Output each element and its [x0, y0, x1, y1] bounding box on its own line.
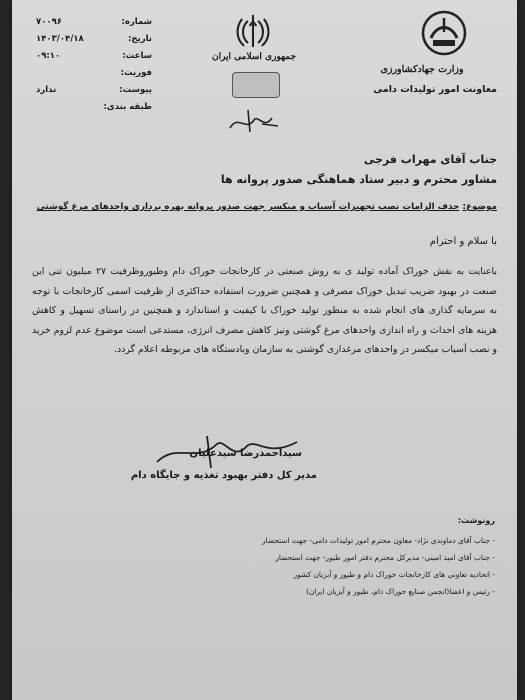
meta-label: تاریخ:	[128, 34, 152, 44]
jahad-logo-icon	[421, 10, 467, 56]
department-name: معاونت امور تولیدات دامی	[373, 84, 497, 95]
meta-value	[34, 65, 108, 82]
meta-attachment	[34, 82, 152, 99]
list-item: - اتحادیه تعاونی های کارخانجات خوراک دام و طیور و آبزیان کشور	[293, 570, 495, 579]
meta-date	[34, 31, 152, 48]
meta-label: طبقه بندی:	[103, 102, 152, 112]
signature-icon	[224, 104, 284, 136]
meta-number	[34, 14, 152, 31]
subject-text: حذف الزامات نصب تجهیزات آسیاب و میکسر جهت صدور پروانه بهره برداری واحدهای مرغ گوشتی	[36, 202, 460, 212]
letter-meta	[34, 14, 152, 116]
letter-page	[12, 0, 517, 700]
cc-label: رونوشت:	[457, 516, 495, 525]
meta-label: فوریت:	[120, 68, 152, 78]
list-item: - رئیس و اعضا(انجمن صنایع خوراک دام، طیور و آبزیان ایران)	[305, 587, 495, 596]
meta-time	[34, 48, 152, 65]
subject-label: موضوع:	[462, 202, 497, 212]
meta-value: ۷۰۰۹۶	[36, 17, 62, 27]
greeting: با سلام و احترام	[429, 236, 497, 247]
signer-title: مدیر کل دفتر بهبود تغذیه و جایگاه دام	[130, 470, 317, 481]
government-title: جمهوری اسلامی ایران	[211, 52, 297, 62]
cc-list	[135, 532, 495, 600]
meta-label: پیوست:	[119, 85, 152, 95]
list-item: - جناب آقای دماوندی نژاد- معاون محترم امور تولیدات دامی- جهت استحضار	[262, 536, 495, 545]
recipient-name: جناب آقای مهراب فرجی	[363, 153, 497, 166]
meta-label: شماره:	[121, 17, 152, 27]
meta-label: ساعت:	[122, 51, 152, 61]
meta-value: ۱۴۰۳/۰۴/۱۸	[36, 34, 84, 44]
list-item: - جناب آقای امید امینی- مدیرکل محترم دفتر امور طیور- جهت استحضار	[275, 553, 495, 562]
seal-stamp	[232, 72, 280, 98]
ministry-name: وزارت جهادکشاورزی	[380, 64, 464, 75]
recipient-block	[27, 150, 497, 190]
meta-urgency	[34, 65, 152, 82]
signer-name: سیداحمدرضا سیدعلیان	[189, 448, 302, 459]
meta-value: ندارد	[36, 85, 57, 95]
letter-body: باعنایت به نقش خوراک آماده تولید ی به روش صنعتی در کارخانجات خوراک دام وطیوروظرفیت ۲۷ میلیون تنی این صنعت در بهبود ضریب تبدیل خوراک مصرفی و همچنین ضرورت استفاده حداکثری از ظرفیت اسمی کارخانجات با توجه به سرمایه گذاری های انجام شده به منظور تولید خوراک با کیفیت و استاندارد و همچنین در راستای تسهیل و کاهش هزینه های احداث و راه اندازی واحدهای مرغ گوشتی ونیز کاهش مصرف انرژی، مستدعی است موضوع عدم لزوم خرید و نصب آسیاب میکسر در واحدهای مرغداری گوشتی به سازمان وبادستگاه های مربوطه اعلام گردد.	[32, 266, 497, 356]
iran-emblem-icon	[234, 12, 272, 50]
meta-value	[34, 99, 92, 116]
recipient-title: مشاور محترم و دبیر ستاد هماهنگی صدور پروانه ها	[220, 173, 497, 186]
subject-line	[27, 202, 497, 212]
meta-classification	[34, 99, 152, 116]
meta-value: ۰۹:۱۰	[36, 51, 61, 61]
